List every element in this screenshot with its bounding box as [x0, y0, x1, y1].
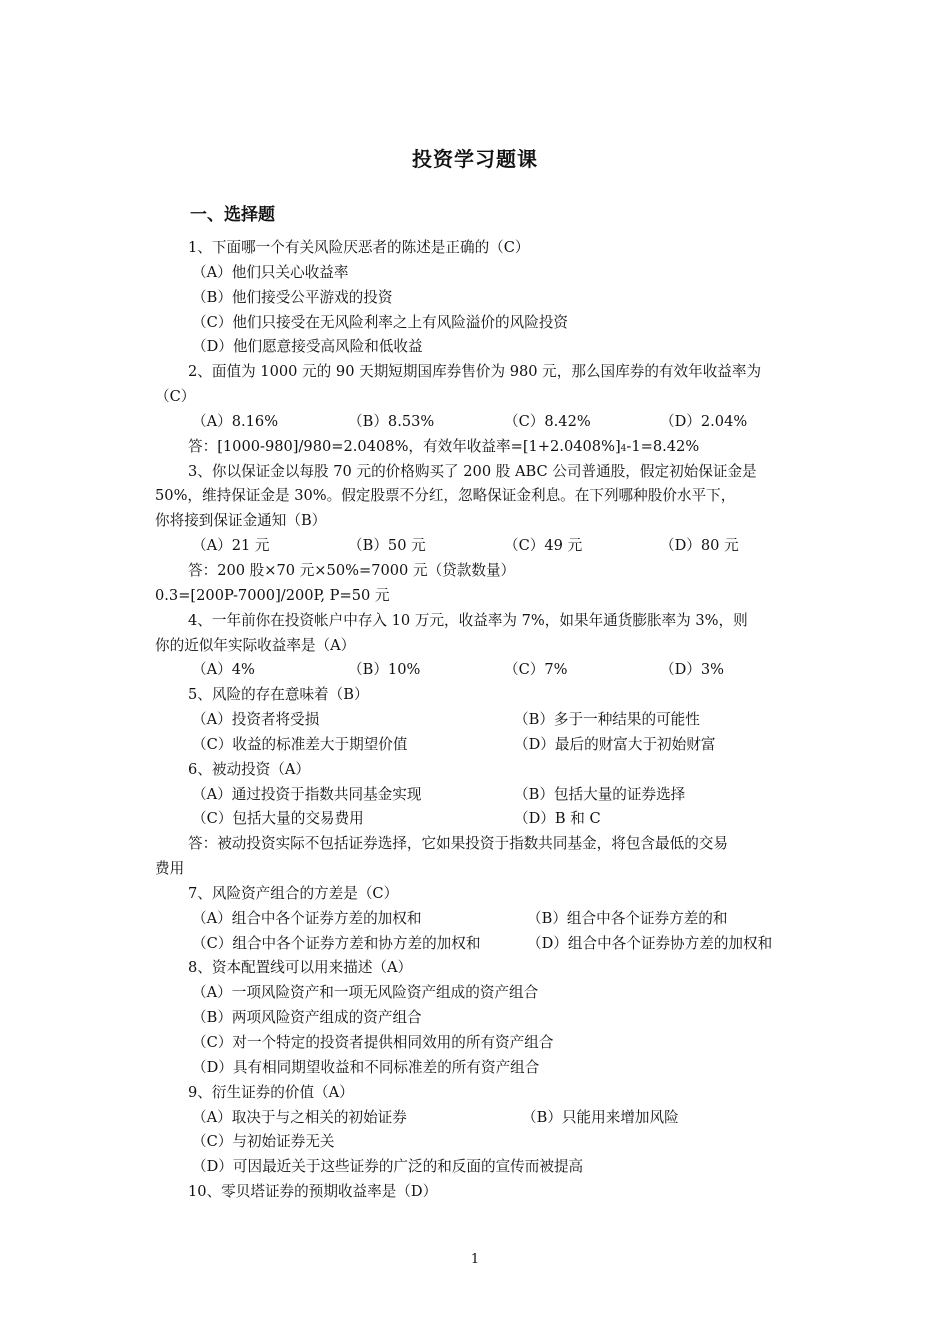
question-2-option-a: （A）8.16% — [192, 412, 279, 430]
question-2-answer — [155, 435, 817, 460]
question-3-stem: 3、你以保证金以每股 70 元的价格购买了 200 股 ABC 公司普通股，假定初始保证金是 — [188, 462, 757, 480]
question-7-option-b: （B）组合中各个证券方差的和 — [527, 909, 728, 927]
page-number: 1 — [470, 1252, 480, 1267]
question-1-stem: 1、下面哪一个有关风险厌恶者的陈述是正确的（C） — [188, 239, 530, 256]
question-5-option-a: （A）投资者将受损 — [192, 711, 320, 729]
question-6-option-c: （C）包括大量的交易费用 — [192, 810, 364, 828]
question-9-options-row-1 — [155, 1106, 817, 1131]
question-8-option-c: （C）对一个特定的投资者提供相同效用的所有资产组合 — [192, 1034, 554, 1051]
question-2-options — [155, 410, 817, 435]
question-7-option-c: （C）组合中各个证券方差和协方差的加权和 — [192, 934, 481, 952]
question-2-option-c: （C）8.42% — [504, 412, 591, 430]
question-6-answer-cont: 费用 — [155, 860, 185, 878]
question-4-stem: 4、一年前你在投资帐户中存入 10 万元，收益率为 7%，如果年通货膨胀率为 3%，则 — [188, 611, 748, 629]
question-2-answer-tail: -1=8.42% — [626, 437, 700, 455]
question-9-option-d: （D）可因最近关于这些证券的广泛的和反面的宣传而被提高 — [192, 1158, 584, 1176]
section-heading: 一、选择题 — [190, 205, 275, 225]
question-1-option-c: （C）他们只接受在无风险利率之上有风险溢价的风险投资 — [192, 313, 569, 331]
question-5-stem: 5、风险的存在意味着（B） — [188, 686, 369, 704]
question-3-stem-cont-2: 你将接到保证金通知（B） — [155, 512, 327, 530]
question-3-option-d: （D）80 元 — [660, 537, 739, 555]
question-2-stem: 2、面值为 1000 元的 90 天期短期国库券售价为 980 元，那么国库券的有效年收益率为 — [188, 363, 762, 381]
question-3-answer-2: 0.3=[200P-7000]/200P, P=50 元 — [155, 586, 390, 604]
question-4-option-c: （C）7% — [504, 661, 568, 679]
question-5-option-d: （D）最后的财富大于初始财富 — [514, 735, 716, 753]
question-8-stem: 8、资本配置线可以用来描述（A） — [188, 959, 413, 977]
question-3-options — [155, 534, 817, 559]
question-1-option-b: （B）他们接受公平游戏的投资 — [192, 288, 393, 306]
question-7-option-a: （A）组合中各个证券方差的加权和 — [192, 909, 422, 927]
question-9-stem: 9、衍生证券的价值（A） — [188, 1083, 354, 1101]
document-title: 投资学习题课 — [412, 147, 538, 171]
question-6-option-d: （D）B 和 C — [514, 810, 601, 828]
question-3-option-a: （A）21 元 — [192, 537, 270, 555]
question-6-option-b: （B）包括大量的证券选择 — [514, 785, 686, 803]
question-2-answer-text: 答：[1000-980]/980=2.0408%，有效年收益率=[1+2.0408%] — [188, 437, 621, 455]
question-4-options — [155, 658, 817, 683]
question-2-option-b: （B）8.53% — [348, 412, 435, 430]
question-3-option-b: （B）50 元 — [348, 537, 426, 555]
question-4-option-a: （A）4% — [192, 661, 255, 679]
question-6-options-row-1 — [155, 783, 817, 808]
question-6-options-row-2 — [155, 807, 817, 832]
question-4-option-b: （B）10% — [348, 661, 421, 679]
question-5-option-b: （B）多于一种结果的可能性 — [514, 711, 700, 729]
question-4-option-d: （D）3% — [660, 661, 725, 679]
question-9-option-a: （A）取决于与之相关的初始证券 — [192, 1108, 407, 1126]
question-5-options-row-2 — [155, 733, 817, 758]
question-7-stem: 7、风险资产组合的方差是（C） — [188, 884, 399, 902]
question-9-option-b: （B）只能用来增加风险 — [522, 1108, 679, 1126]
question-7-option-d: （D）组合中各个证券协方差的加权和 — [527, 934, 773, 952]
question-6-answer: 答：被动投资实际不包括证券选择，它如果投资于指数共同基金，将包含最低的交易 — [188, 835, 728, 853]
question-3-answer-1: 答：200 股×70 元×50%=7000 元（贷款数量） — [188, 561, 516, 579]
question-list — [155, 236, 817, 1205]
question-10-stem: 10、零贝塔证券的预期收益率是（D） — [188, 1183, 438, 1201]
question-3-stem-cont-1: 50%，维持保证金是 30%。假定股票不分红，忽略保证金利息。在下列哪种股价水平下， — [155, 487, 736, 505]
question-2-stem-cont: （C） — [155, 388, 196, 406]
question-6-option-a: （A）通过投资于指数共同基金实现 — [192, 785, 422, 803]
question-5-options-row-1 — [155, 708, 817, 733]
question-2-answer-exponent: 4 — [620, 443, 627, 454]
question-8-option-d: （D）具有相同期望收益和不同标准差的所有资产组合 — [192, 1058, 540, 1076]
question-5-option-c: （C）收益的标准差大于期望价值 — [192, 735, 408, 753]
question-1-option-a: （A）他们只关心收益率 — [192, 263, 349, 281]
question-4-stem-cont: 你的近似年实际收益率是（A） — [155, 636, 356, 654]
question-7-options-row-1 — [155, 907, 817, 932]
question-3-option-c: （C）49 元 — [504, 537, 583, 555]
question-8-option-a: （A）一项风险资产和一项无风险资产组成的资产组合 — [192, 984, 539, 1002]
question-1-option-d: （D）他们愿意接受高风险和低收益 — [192, 338, 423, 356]
question-6-stem: 6、被动投资（A） — [188, 760, 310, 778]
question-2-option-d: （D）2.04% — [660, 412, 748, 430]
question-7-options-row-2 — [155, 932, 817, 957]
question-9-option-c: （C）与初始证券无关 — [192, 1133, 335, 1151]
question-8-option-b: （B）两项风险资产组成的资产组合 — [192, 1009, 422, 1027]
